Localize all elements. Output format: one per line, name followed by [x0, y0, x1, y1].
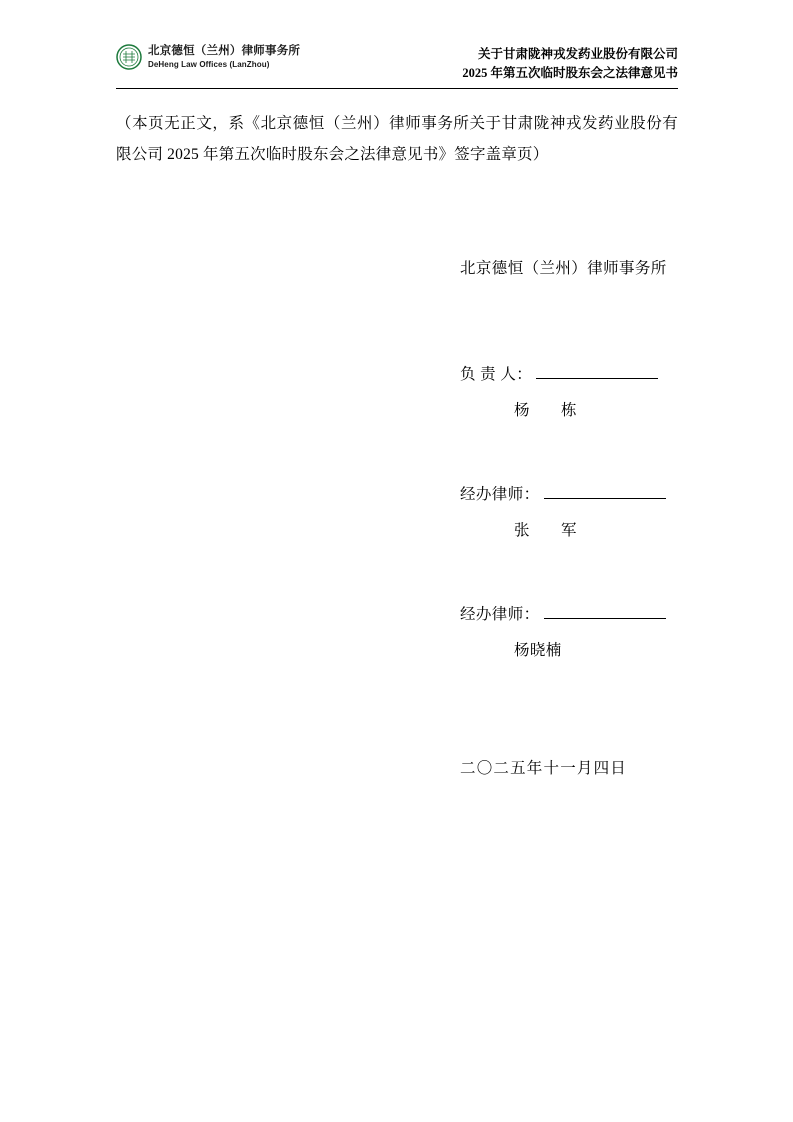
signature-block-responsible-person: [116, 362, 678, 420]
signature-row: [460, 602, 678, 624]
signature-label-responsible-person: 负 责 人：: [460, 366, 533, 383]
page-header: [116, 44, 678, 84]
firm-name-cn: 北京德恒（兰州）律师事务所: [148, 45, 301, 58]
signature-name-responsible-person: 杨 栋: [514, 402, 585, 419]
signature-row: [460, 362, 678, 384]
signature-label-lawyer-1: 经办律师：: [460, 486, 540, 503]
firm-logo-text: [148, 45, 300, 68]
document-header-title: [462, 44, 678, 84]
deheng-seal-logo-icon: [116, 44, 142, 70]
document-body: [116, 108, 678, 778]
signature-line-responsible-person[interactable]: [536, 363, 658, 379]
header-title-line-2: 2025 年第五次临时股东会之法律意见书: [462, 66, 678, 81]
signature-line-lawyer-1[interactable]: [544, 483, 666, 499]
signature-page-paragraph: （本页无正文，系《北京德恒（兰州）律师事务所关于甘肃陇神戎发药业股份有限公司 2025 年第五次临时股东会之法律意见书》签字盖章页）: [116, 115, 678, 163]
signature-name-lawyer-2: 杨晓楠: [514, 642, 562, 659]
firm-logo: [116, 44, 300, 70]
signature-block-lawyer-2: [116, 602, 678, 660]
firm-name-en: DeHeng Law Offices (LanZhou): [148, 59, 270, 69]
signature-label-lawyer-2: 经办律师：: [460, 606, 540, 623]
signature-line-lawyer-2[interactable]: [544, 603, 666, 619]
signature-block-lawyer-1: [116, 482, 678, 540]
firm-signature-name: 北京德恒（兰州）律师事务所: [460, 260, 667, 277]
signature-row: [460, 482, 678, 504]
signature-name-lawyer-1: 张 军: [514, 522, 585, 539]
header-title-line-1: 关于甘肃陇神戎发药业股份有限公司: [477, 47, 678, 61]
signature-date: 二〇二五年十一月四日: [460, 760, 628, 777]
header-divider: [116, 88, 678, 89]
